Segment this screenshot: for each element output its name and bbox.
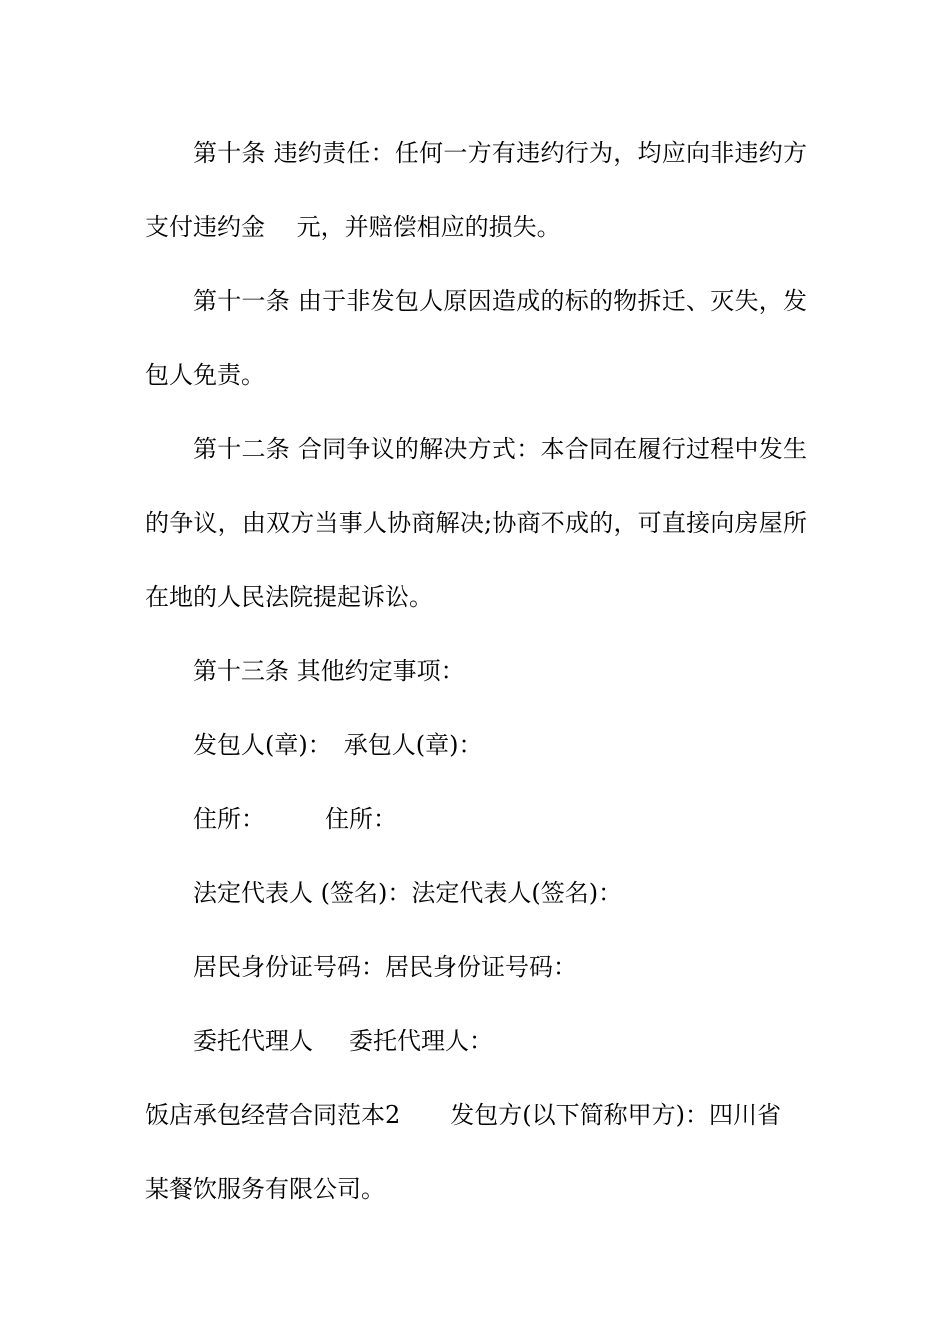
signature-id-row xyxy=(193,951,807,983)
party-b-id-label: 居民身份证号码： xyxy=(385,953,577,981)
party-a-rep-label: 法定代表人 (签名)： xyxy=(193,879,412,907)
next-section-line-1 xyxy=(145,1099,807,1131)
article-12-line-1: 第十二条 合同争议的解决方式：本合同在履行过程中发生 xyxy=(193,435,807,463)
article-12-line-2: 的争议，由双方当事人协商解决;协商不成的，可直接向房屋所 xyxy=(145,509,807,537)
article-12-line-3: 在地的人民法院提起诉讼。 xyxy=(145,583,433,611)
next-section-line-2: 某餐饮服务有限公司。 xyxy=(145,1175,385,1203)
signature-address-row xyxy=(193,803,807,835)
party-a-agent-label: 委托代理人 xyxy=(193,1027,313,1055)
article-10-line-1: 第十条 违约责任：任何一方有违约行为，均应向非违约方 xyxy=(193,139,807,167)
next-section-title: 饭店承包经营合同范本2 xyxy=(145,1101,401,1129)
party-a-address-label: 住所： xyxy=(193,805,265,833)
party-b-address-label: 住所： xyxy=(325,805,397,833)
signature-agent-row xyxy=(193,1025,807,1057)
party-b-seal-label: 承包人(章)： xyxy=(343,731,483,759)
party-b-rep-label: 法定代表人(签名)： xyxy=(411,879,623,907)
article-11-line-2: 包人免责。 xyxy=(145,361,265,389)
article-11-line-1: 第十一条 由于非发包人原因造成的标的物拆迁、灭失，发 xyxy=(193,287,807,315)
article-10-line-2: 支付违约金 元，并赔偿相应的损失。 xyxy=(145,213,561,241)
signature-rep-row xyxy=(193,877,807,909)
party-a-id-label: 居民身份证号码： xyxy=(193,953,385,981)
party-a-seal-label: 发包人(章)： xyxy=(193,731,332,759)
next-section-party-a: 发包方(以下简称甲方)：四川省 xyxy=(450,1101,782,1129)
signature-seal-row xyxy=(193,729,807,761)
article-13-line-1: 第十三条 其他约定事项： xyxy=(193,657,465,685)
party-b-agent-label: 委托代理人： xyxy=(349,1027,493,1055)
